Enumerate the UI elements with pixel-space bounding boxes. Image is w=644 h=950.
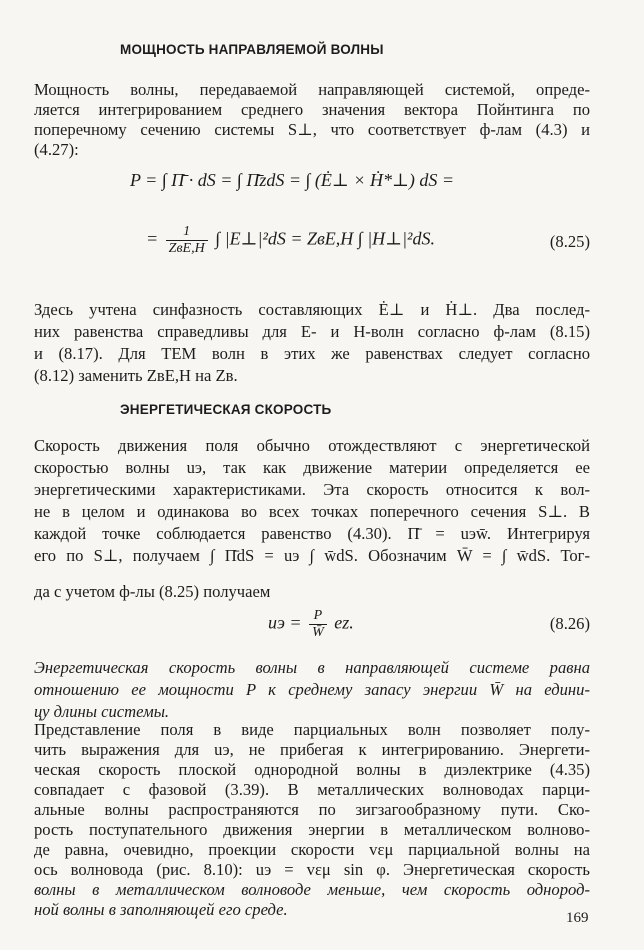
section-heading-power: МОЩНОСТЬ НАПРАВЛЯЕМОЙ ВОЛНЫ: [120, 42, 384, 57]
text-line: не в целом и одинакова во всех точках поперечного сечения S⊥. В: [34, 502, 590, 521]
text-line: и (8.17). Для ТЕМ волн в этих же равенствах следует согласно: [34, 344, 590, 363]
text-line: (4.27):: [34, 140, 79, 159]
equation-8-25-line-2: [146, 224, 435, 257]
text-line: альные волны распространяются по зигзагообразному пути. Ско-: [34, 800, 590, 819]
equation-text: ∫ |E⊥|²dS = ZвE,H ∫ |H⊥|²dS.: [215, 228, 435, 249]
equation-number: (8.25): [549, 232, 590, 251]
text-line: Скорость движения поля обычно отождествляют с энергетической: [34, 436, 590, 455]
equation-number: (8.26): [549, 614, 590, 633]
fraction-numerator: 1: [166, 224, 208, 241]
text-line: цу длины системы.: [34, 702, 170, 721]
text-line: ляется интегрированием среднего значения вектора Пойнтинга по: [34, 100, 590, 119]
text-line: ной волны в заполняющей его среде.: [34, 900, 288, 919]
text-line: Здесь учтена синфазность составляющих Ė⊥ и Ḣ⊥. Два послед-: [34, 300, 590, 319]
section-heading-energy-velocity: ЭНЕРГЕТИЧЕСКАЯ СКОРОСТЬ: [120, 402, 332, 417]
text-line: его по S⊥, получаем ∫ Π̄dS = uэ ∫ w̄dS. Обозначим W̄ = ∫ w̄dS. Тог-: [34, 546, 590, 565]
page-number: 169: [566, 910, 589, 926]
text-line: скоростью волны uэ, так как движение материи определяется ее: [34, 458, 590, 477]
text-line: поперечному сечению системы S⊥, что соответствует ф-лам (4.3) и: [34, 120, 590, 139]
equation-text: uэ =: [268, 612, 302, 633]
text-line: чить выражения для uэ, не прибегая к интегрированию. Энергети-: [34, 740, 590, 759]
text-line: Мощность волны, передаваемой направляющей системой, опреде-: [34, 80, 590, 99]
text-line: ческая скорость плоской однородной волны в диэлектрике (4.35): [34, 760, 590, 779]
fraction-denominator: ZвE,H: [168, 241, 205, 256]
text-line: волны в металлическом волноводе меньше, чем скорость однород-: [34, 880, 590, 899]
equation-fraction: [309, 608, 327, 641]
text-line: да с учетом ф-лы (8.25) получаем: [34, 582, 271, 601]
fraction-denominator: W̄: [312, 625, 324, 640]
equation-text: =: [146, 228, 159, 249]
text-line: совпадает с фазовой (3.39). В металлических волноводах парци-: [34, 780, 590, 799]
text-line: де равна, очевидно, проекции скорости vεμ парциальной волны на: [34, 840, 590, 859]
text-line: каждой точке соблюдается равенство (4.30). Π̄ = uэw̄. Интегрируя: [34, 524, 590, 543]
equation-text: ez.: [334, 612, 354, 633]
text-line: отношению ее мощности P к среднему запасу энергии W̄ на едини-: [34, 680, 590, 699]
equation-8-26: [268, 608, 354, 641]
text-line: Представление поля в виде парциальных волн позволяет полу-: [34, 720, 590, 739]
text-line: энергетическими характеристиками. Эта скорость относится к вол-: [34, 480, 590, 499]
text-line: Энергетическая скорость волны в направляющей системе равна: [34, 658, 590, 677]
fraction-numerator: P: [309, 608, 327, 625]
equation-8-25-line-1: P = ∫ Π̄ · dS = ∫ Π̄zdS = ∫ (Ė⊥ × Ḣ*⊥) dS =: [130, 170, 455, 190]
text-line: них равенства справедливы для E- и H-волн согласно ф-лам (8.15): [34, 322, 590, 341]
text-line: (8.12) заменить ZвE,H на Zв.: [34, 366, 238, 385]
text-line: рость поступательного движения энергии в металлическом волново-: [34, 820, 590, 839]
equation-fraction: [166, 224, 208, 257]
text-line: ось волновода (рис. 8.10): uэ = vεμ sin φ. Энергетическая скорость: [34, 860, 590, 879]
